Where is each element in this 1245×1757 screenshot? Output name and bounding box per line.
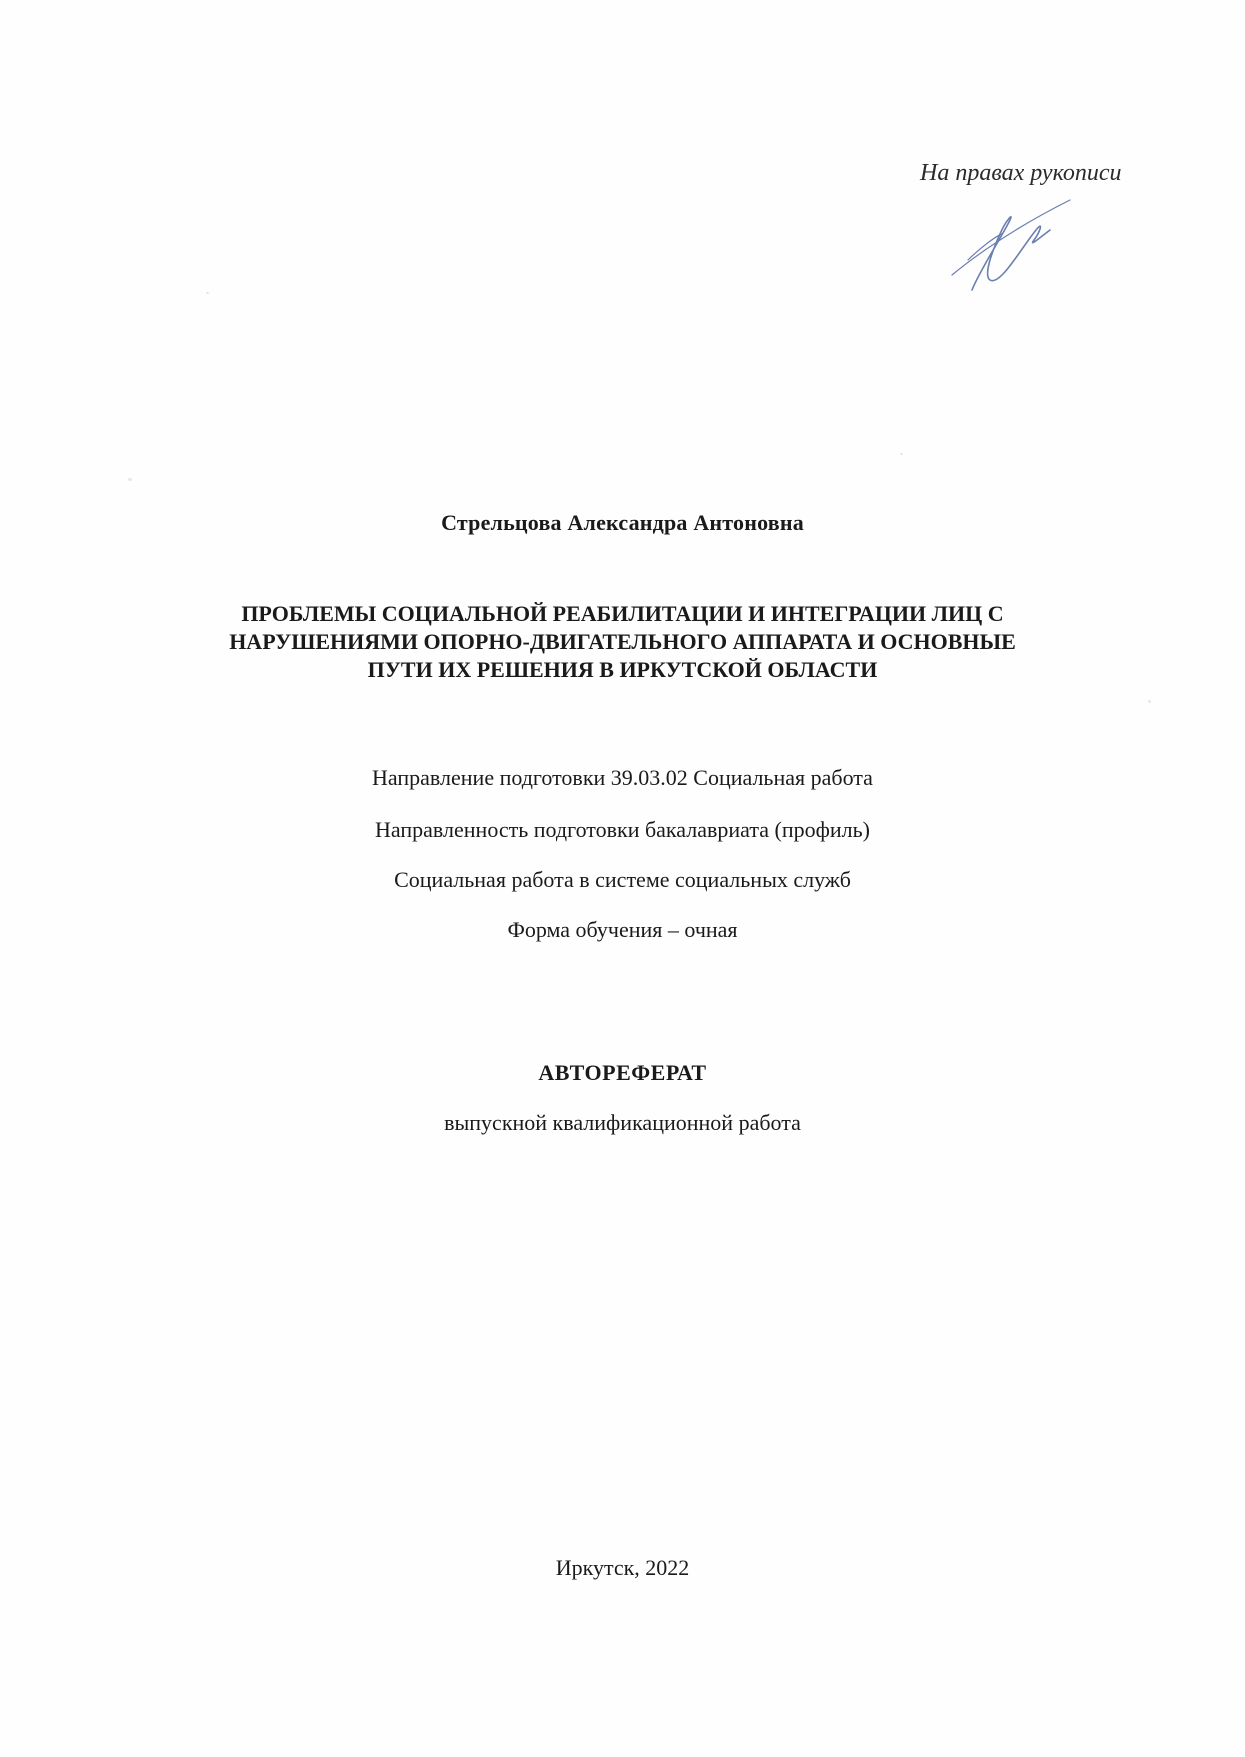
thesis-title-line: НАРУШЕНИЯМИ ОПОРНО-ДВИГАТЕЛЬНОГО АППАРАТА И ОСНОВНЫЕ <box>229 629 1016 654</box>
thesis-title-line: ПРОБЛЕМЫ СОЦИАЛЬНОЙ РЕАБИЛИТАЦИИ И ИНТЕГРАЦИИ ЛИЦ С <box>241 601 1004 626</box>
scan-speck <box>900 453 903 455</box>
manuscript-note: На правах рукописи <box>920 160 1122 186</box>
signature-icon <box>940 190 1080 300</box>
study-form: Форма обучения – очная <box>507 917 738 942</box>
thesis-title <box>0 600 1245 684</box>
scan-speck <box>206 292 209 294</box>
scan-speck <box>128 478 132 481</box>
profile-name: Социальная работа в системе социальных служб <box>394 867 851 892</box>
document-subtype: выпускной квалификационной работа <box>444 1110 801 1135</box>
study-direction: Направление подготовки 39.03.02 Социальная работа <box>372 765 873 790</box>
author-name: Стрельцова Александра Антоновна <box>441 510 804 535</box>
document-type: АВТОРЕФЕРАТ <box>538 1060 707 1085</box>
city-year: Иркутск, 2022 <box>555 1555 690 1580</box>
profile-heading: Направленность подготовки бакалавриата (профиль) <box>375 817 870 842</box>
scan-speck <box>1148 700 1151 703</box>
thesis-title-line: ПУТИ ИХ РЕШЕНИЯ В ИРКУТСКОЙ ОБЛАСТИ <box>367 657 878 682</box>
